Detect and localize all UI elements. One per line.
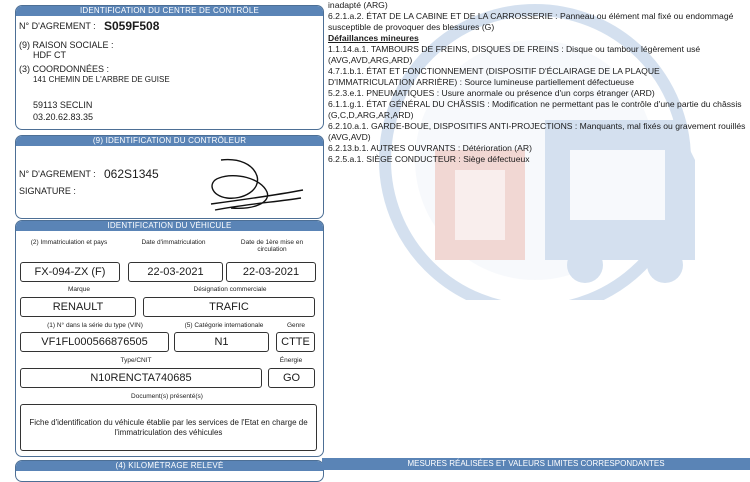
minor-defect-item: 6.1.1.g.1. ÉTAT GÉNÉRAL DU CHÂSSIS : Modification ne permettant pas le contrôle d'une partie du châssis (G,C,D,ARG,AR,ARD) — [328, 99, 742, 120]
controleur-agrement-value: 062S1345 — [104, 167, 159, 181]
genre-value: CTTE — [276, 332, 315, 352]
centre-header: IDENTIFICATION DU CENTRE DE CONTRÔLE — [16, 6, 323, 16]
designation-label: Désignation commerciale — [193, 286, 267, 293]
vehicule-box — [15, 220, 324, 457]
type-label: Type/CNIT — [120, 357, 152, 364]
date-first-value: 22-03-2021 — [226, 262, 316, 282]
controleur-header: (9) IDENTIFICATION DU CONTRÔLEUR — [16, 136, 323, 146]
minor-defect-item: 6.2.13.b.1. AUTRES OUVRANTS : Détérioration (AR) — [328, 143, 532, 153]
marque-label: Marque — [67, 286, 91, 293]
immat-label: (2) Immatriculation et pays — [30, 239, 108, 246]
date-immat-label: Date d'immatriculation — [141, 239, 206, 246]
minor-defect-item: 6.2.10.a.1. GARDE-BOUE, DISPOSITIFS ANTI-PROJECTIONS : Manquants, mal fixés ou gravement rouillés (AVG,AVD) — [328, 121, 746, 142]
address: 141 CHEMIN DE L'ARBRE DE GUISE — [33, 75, 170, 84]
centre-agrement-label: N° D'AGREMENT : — [19, 21, 96, 31]
controleur-box — [15, 135, 324, 219]
energie-value: GO — [268, 368, 315, 388]
minor-defect-item: 6.2.5.a.1. SIÈGE CONDUCTEUR : Siège défectueux — [328, 154, 530, 164]
controleur-agrement-label: N° D'AGREMENT : — [19, 169, 96, 179]
vin-label: (1) N° dans la série du type (VIN) — [47, 322, 143, 329]
vin-value: VF1FL000566876505 — [20, 332, 169, 352]
docs-value: Fiche d'identification du véhicule établie par les services de l'Etat en charge de l'immatriculation des véhicules — [29, 417, 308, 437]
docs-box — [20, 404, 317, 451]
designation-value: TRAFIC — [143, 297, 315, 317]
energie-label: Énergie — [279, 357, 303, 364]
minor-defects-title: Défaillances mineures — [328, 33, 419, 43]
minor-defect-item: 1.1.14.a.1. TAMBOURS DE FREINS, DISQUES DE FREINS : Disque ou tambour légèrement usé (AVG,AVD,ARG,ARD) — [328, 44, 701, 65]
centre-agrement-value: S059F508 — [104, 19, 160, 33]
marque-value: RENAULT — [20, 297, 136, 317]
coord-label: (3) COORDONNÉES : — [19, 64, 110, 74]
docs-label: Document(s) présenté(s) — [131, 393, 203, 400]
defects-panel — [328, 0, 748, 165]
phone: 03.20.62.83.35 — [33, 112, 94, 122]
raison-value: HDF CT — [33, 50, 66, 60]
type-value: N10RENCTA740685 — [20, 368, 262, 388]
defect-line-2: 6.2.1.a.2. ÉTAT DE LA CABINE ET DE LA CARROSSERIE : Panneau ou élément mal fixé ou endommagé susceptible de provoquer des blessures (G) — [328, 11, 734, 32]
minor-defect-item: 5.2.3.e.1. PNEUMATIQUES : Usure anormale ou présence d'un corps étranger (ARD) — [328, 88, 655, 98]
genre-label: Genre — [286, 322, 306, 329]
defect-line-1: inadapté (ARG) — [328, 0, 388, 10]
kilometrage-box — [15, 460, 324, 482]
mesures-header: MESURES RÉALISÉES ET VALEURS LIMITES CORRESPONDANTES — [322, 458, 750, 470]
cat-label: (5) Catégorie internationale — [184, 322, 264, 329]
minor-defect-item: 4.7.1.b.1. ÉTAT ET FONCTIONNEMENT (DISPOSITIF D'ÉCLAIRAGE DE LA PLAQUE D'IMMATRICULATION ARRIÈRE) : Source lumineuse partiellement défectueuse — [328, 66, 660, 87]
immat-value: FX-094-ZX (F) — [20, 262, 120, 282]
signature-label: SIGNATURE : — [19, 186, 76, 196]
centre-box — [15, 5, 324, 130]
signature-image — [191, 156, 306, 216]
date-first-label: Date de 1ère mise en circulation — [240, 239, 304, 253]
raison-label: (9) RAISON SOCIALE : — [19, 40, 114, 50]
city: 59113 SECLIN — [33, 100, 93, 110]
vehicule-header: IDENTIFICATION DU VÉHICULE — [16, 221, 323, 231]
date-immat-value: 22-03-2021 — [128, 262, 223, 282]
kilometrage-header: (4) KILOMÉTRAGE RELEVÉ — [16, 461, 323, 471]
cat-value: N1 — [174, 332, 269, 352]
